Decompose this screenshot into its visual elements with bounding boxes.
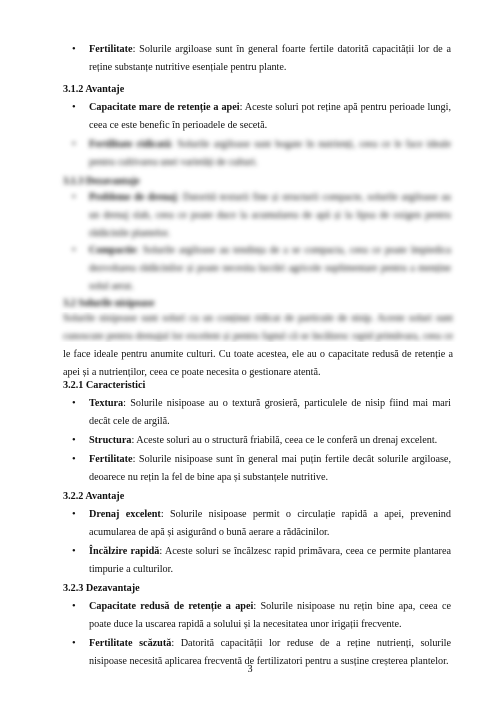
bullet-icon: • <box>72 102 76 113</box>
term-label: Fertilitate <box>89 44 133 55</box>
list-item-fertilitate-nisipoase <box>89 451 451 487</box>
term-label: Fertilitate <box>89 454 133 465</box>
blurred-paragraph-clip <box>0 312 500 342</box>
term-label: Fertilitate scăzută <box>89 638 172 649</box>
list-item-probleme-drenaj <box>89 189 451 243</box>
bullet-icon: • <box>72 139 76 150</box>
term-description: : Datorită texturii fine și structurii compacte, solurile argiloase au un drenaj slab, ceea ce poate duce la acumularea de apă și la lipsa de oxigen pentru rădăcinile plantelor. <box>89 192 451 239</box>
term-label: Încălzire rapidă <box>89 546 160 557</box>
section-heading: 3.2.1 Caracteristici <box>63 380 146 391</box>
term-description: : Solurile argiloase au tendința de a se compacta, ceea ce poate împiedica dezvoltarea rădăcinilor și poate necesita lucrări agricole suplimentare pentru a menține solul aerat. <box>89 245 451 292</box>
list-item-structura <box>89 432 451 450</box>
list-item-textura <box>89 395 451 431</box>
bullet-icon: • <box>72 509 76 520</box>
term-label: Fertilitate ridicată <box>89 139 171 150</box>
list-item-drenaj-excelent <box>89 506 451 542</box>
list-item-capacitate-retentie <box>89 99 451 135</box>
term-description: : Aceste soluri se încălzesc rapid primăvara, ceea ce permite plantarea timpurie a culturilor. <box>89 546 451 575</box>
bullet-icon: • <box>72 435 76 446</box>
bullet-icon: • <box>72 546 76 557</box>
term-label: Compactie <box>89 245 136 256</box>
section-heading: 3.2.3 Dezavantaje <box>63 583 140 594</box>
list-item-fertilitate <box>89 41 451 77</box>
term-description: : Solurile nisipoase nu rețin bine apa, ceea ce poate duce la uscarea rapidă a solului și la necesitatea unor irigații frecvente. <box>89 601 451 630</box>
term-label: Drenaj excelent <box>89 509 161 520</box>
page-number: 3 <box>247 664 253 675</box>
term-label: Capacitate redusă de retenție a apei <box>89 601 254 612</box>
term-description: : Solurile nisipoase sunt în general mai puțin fertile decât solurile argiloase, deoarece nu rețin la fel de bine apa și substanțele nutritive. <box>89 454 451 483</box>
term-label: Capacitate mare de retenție a apei <box>89 102 240 113</box>
term-description: : Aceste soluri pot reține apă pentru perioade lungi, ceea ce este benefic în perioadele de secetă. <box>89 102 451 131</box>
bullet-icon: • <box>72 601 76 612</box>
term-description: : Solurile argiloase sunt bogate în nutrienți, ceea ce le face ideale pentru cultivarea unei varietăți de culturi. <box>89 139 451 168</box>
section-heading: 3.2 Solurile nisipoase <box>63 298 155 309</box>
paragraph-intro-nisipoase: le face ideale pentru anumite culturi. Cu toate acestea, ele au o capacitate redusă de retenție a apei și a nutrienților, ceea ce poate necesita o gestionare atentă. <box>63 349 453 378</box>
term-description: : Solurile argiloase sunt în general foarte fertile datorită capacității lor de a reține substanțe nutritive esențiale pentru plante. <box>89 44 451 73</box>
term-description: : Solurile nisipoase au o textură grosieră, particulele de nisip fiind mai mari decât cele de argilă. <box>89 398 451 427</box>
term-description: : Datorită capacității lor reduse de a reține nutrienți, solurile nisipoase necesită aplicarea frecventă de fertilizatori pentru a susține creșterea plantelor. <box>89 638 451 667</box>
term-description: : Aceste soluri au o structură friabilă, ceea ce le conferă un drenaj excelent. <box>131 435 438 446</box>
bullet-icon: • <box>72 398 76 409</box>
bullet-icon: • <box>72 44 76 55</box>
list-item-compactie <box>89 242 451 296</box>
bullet-icon: • <box>72 638 76 649</box>
bullet-icon: • <box>72 192 76 203</box>
section-heading: 3.1.3 Dezavantaje <box>63 176 140 187</box>
section-heading: 3.2.2 Avantaje <box>63 491 125 502</box>
list-item-capacitate-redusa <box>89 598 451 634</box>
section-heading: 3.1.2 Avantaje <box>63 84 125 95</box>
bullet-icon: • <box>72 454 76 465</box>
list-item-incalzire-rapida <box>89 543 451 579</box>
term-description: : Solurile nisipoase permit o circulație rapidă a apei, prevenind acumularea de apă și asigurând o bună aerare a rădăcinilor. <box>89 509 451 538</box>
paragraph-blurred-copy: Solurile nisipoase sunt soluri cu un conținut ridicat de particule de nisip. Aceste soluri sunt cunoscute pentru drenajul lor excelent și pentru faptul că se încălzesc rapid primăvara, ceea ce <box>63 313 453 342</box>
visible-paragraph-clip <box>0 342 500 378</box>
bullet-icon: • <box>72 245 76 256</box>
list-item-fertilitate-ridicata <box>89 136 451 172</box>
term-label: Textura <box>89 398 124 409</box>
term-label: Probleme de drenaj <box>89 192 177 203</box>
term-label: Structura <box>89 435 132 446</box>
